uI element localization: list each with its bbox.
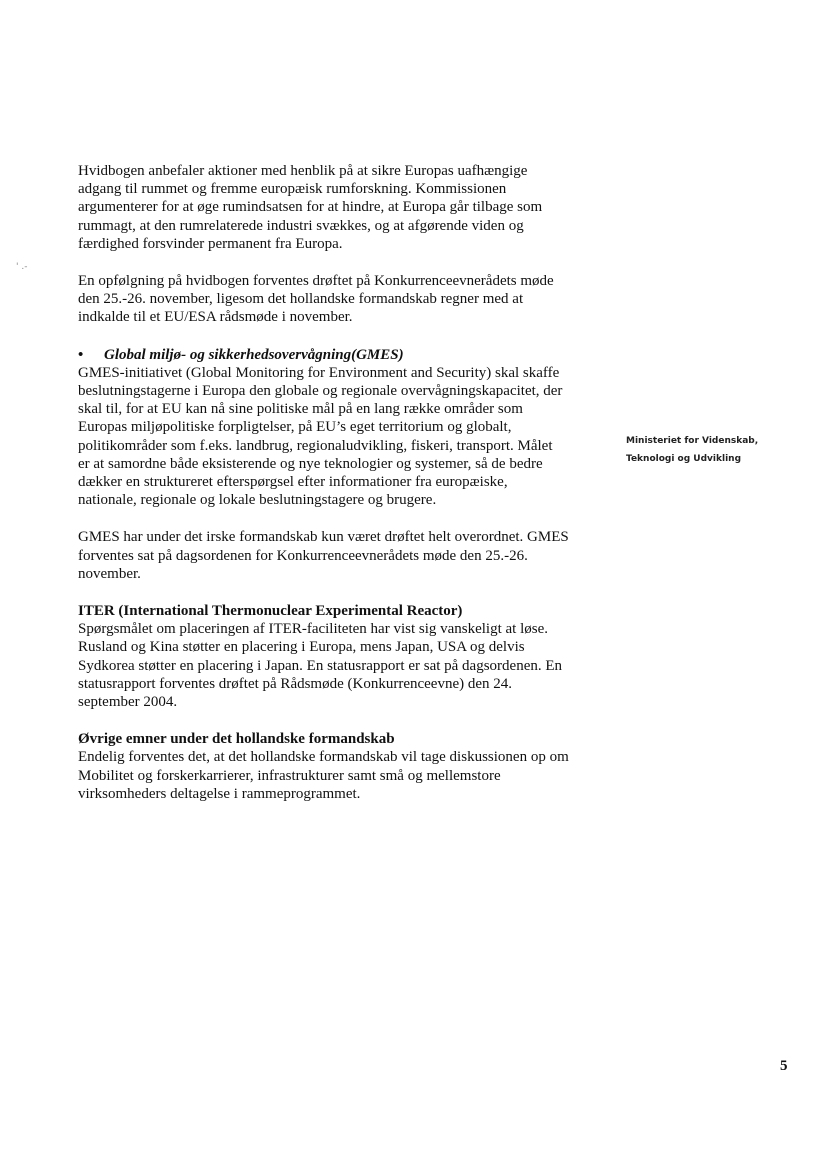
gmes-followup-paragraph [78,528,608,583]
gmes-heading [78,346,608,364]
text-line: nationale, regionale og lokale beslutningstagere og brugere. [78,492,437,509]
text-line: Spørgsmålet om placeringen af ITER-faciliteten har vist sig vanskeligt at løse. [78,621,549,638]
ministry-name-line-1: Ministeriet for Videnskab, [626,436,759,446]
text-line: november. [78,565,141,582]
text-line: beslutningstagerne i Europa den globale og regionale overvågningskapacitet, der [78,383,563,400]
other-topics-heading: Øvrige emner under det hollandske formandskab [78,731,395,748]
text-line: GMES-initiativet (Global Monitoring for Environment and Security) skal skaffe [78,364,560,381]
intro-paragraph [78,162,608,253]
gmes-section [78,346,608,510]
text-line: den 25.-26. november, ligesom det hollandske formandskab regner med at [78,291,524,308]
ministry-sidenote [626,432,758,468]
text-line: adgang til rummet og fremme europæisk rumforskning. Kommissionen [78,181,507,198]
scan-artifact: ' .- [16,262,28,272]
text-line: En opfølgning på hvidbogen forventes drøftet på Konkurrenceevnerådets møde [78,273,554,290]
text-line: statusrapport forventes drøftet på Rådsmøde (Konkurrenceevne) den 24. [78,675,513,692]
other-topics-section [78,730,608,803]
gmes-heading-text: Global miljø- og sikkerhedsovervågning(GMES) [104,346,404,363]
text-line: indkalde til et EU/ESA rådsmøde i november. [78,309,353,326]
text-line: færdighed forsvinder permanent fra Europa. [78,235,343,252]
text-line: Sydkorea støtter en placering i Japan. En statusrapport er sat på dagsordenen. En [78,657,563,674]
text-line: er at samordne både eksisterende og nye teknologier og systemer, så de bedre [78,455,543,472]
text-line: Endelig forventes det, at det hollandske formandskab vil tage diskussionen op om [78,749,569,766]
main-text-column [78,162,608,822]
text-line: Europas miljøpolitiske forpligtelser, på EU’s eget territorium og globalt, [78,419,512,436]
text-line: Rusland og Kina støtter en placering i Europa, mens Japan, USA og delvis [78,639,525,656]
page-number: 5 [780,1058,788,1074]
text-line: virksomheders deltagelse i rammeprogrammet. [78,785,361,802]
text-line: politikområder som f.eks. landbrug, regionaludvikling, fiskeri, transport. Målet [78,437,553,454]
text-line: Mobilitet og forskerkarrierer, infrastrukturer samt små og mellemstore [78,767,501,784]
text-line: Hvidbogen anbefaler aktioner med henblik på at sikre Europas uafhængige [78,163,528,179]
text-line: dækker en struktureret efterspørgsel efter informationer fra europæiske, [78,474,508,491]
text-line: skal til, for at EU kan nå sine politiske mål på en lang række områder som [78,401,523,418]
bullet-icon: • [78,346,84,363]
followup-paragraph [78,272,608,327]
ministry-name-line-2: Teknologi og Udvikling [626,454,742,464]
text-line: forventes sat på dagsordenen for Konkurrenceevnerådets møde den 25.-26. [78,547,528,564]
iter-section [78,602,608,711]
text-line: argumenterer for at øge rumindsatsen for at hindre, at Europa går tilbage som [78,199,543,216]
text-line: GMES har under det irske formandskab kun været drøftet helt overordnet. GMES [78,529,569,546]
iter-heading: ITER (International Thermonuclear Experimental Reactor) [78,603,463,620]
text-line: rummagt, at den rumrelaterede industri svækkes, og at afgørende viden og [78,217,524,234]
text-line: september 2004. [78,694,178,711]
